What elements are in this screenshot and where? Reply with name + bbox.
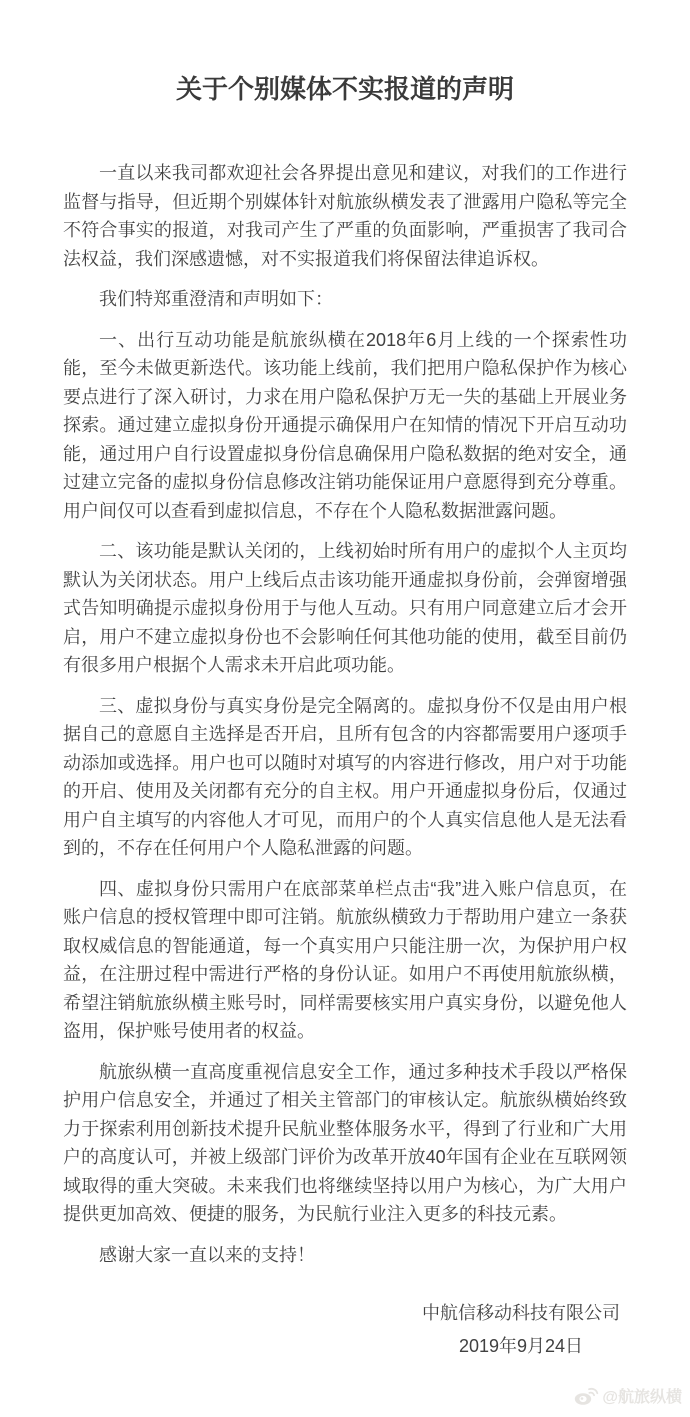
paragraph-conclusion: 航旅纵横一直高度重视信息安全工作，通过多种技术手段以严格保护用户信息安全，并通过了相关主管部门的审核认定。航旅纵横始终致力于探索利用创新技术提升民航业整体服务水平，得到了行业和广大用户的高度认可，并被上级部门评价为改革开放40年国有企业在互联网领域取得的重大突破。未来我们也将继续坚持以用户为核心，为广大用户提供更加高效、便捷的服务，为民航行业注入更多的科技元素。 [63,1061,627,1224]
weibo-icon [573,1386,599,1406]
paragraph-lead-in: 我们特郑重澄清和声明如下： [99,289,333,309]
paragraph-thanks: 感谢大家一直以来的支持！ [99,1244,315,1265]
signature-block [422,1297,620,1363]
paragraph-point-3: 三、虚拟身份与真实身份是完全隔离的。虚拟身份不仅是由用户根据自己的意愿自主选择是否开启，且所有包含的内容都需要用户逐项手动添加或选择。用户也可以随时对填写的内容进行修改，用户对于功能的开启、使用及关闭都有充分的自主权。用户开通虚拟身份后，仅通过用户自主填写的内容他人才可见，而用户的个人真实信息他人是无法看到的，不存在任何用户个人隐私泄露的问题。 [63,695,627,858]
signature-company: 中航信移动科技有限公司 [422,1303,620,1323]
paragraph-point-1: 一、出行互动功能是航旅纵横在2018年6月上线的一个探索性功能，至今未做更新迭代。该功能上线前，我们把用户隐私保护作为核心要点进行了深入研讨，力求在用户隐私保护万无一失的基础上开展业务探索。通过建立虚拟身份开通提示确保用户在知情的情况下开启互动功能，通过用户自行设置虚拟身份信息确保用户隐私数据的绝对安全，通过建立完备的虚拟身份信息修改注销功能保证用户意愿得到充分尊重。用户间仅可以查看到虚拟信息，不存在个人隐私数据泄露问题。 [63,329,627,521]
page-title: 关于个别媒体不实报道的声明 [175,74,514,104]
signature-date: 2019年9月24日 [458,1336,584,1356]
paragraph-point-2: 二、该功能是默认关闭的，上线初始时所有用户的虚拟个人主页均默认为关闭状态。用户上线后点击该功能开通虚拟身份前，会弹窗增强式告知明确提示虚拟身份用于与他人互动。只有用户同意建立后才会开启，用户不建立虚拟身份也不会影响任何其他功能的使用，截至目前仍有很多用户根据个人需求未开启此项功能。 [63,541,627,675]
watermark-text: @航旅纵横 [602,1389,682,1406]
paragraph-intro: 一直以来我司都欢迎社会各界提出意见和建议，对我们的工作进行监督与指导，但近期个别媒体针对航旅纵横发表了泄露用户隐私等完全不符合事实的报道，对我司产生了严重的负面影响，严重损害了我司合法权益，我们深感遗憾，对不实报道我们将保留法律追诉权。 [63,163,627,269]
weibo-watermark [573,1384,682,1407]
statement-body [63,159,627,1269]
paragraph-point-4: 四、虚拟身份只需用户在底部菜单栏点击“我”进入账户信息页，在账户信息的授权管理中即可注销。航旅纵横致力于帮助用户建立一条获取权威信息的智能通道，每一个真实用户只能注册一次，为保护用户权益，在注册过程中需进行严格的身份认证。如用户不再使用航旅纵横，希望注销航旅纵横主账号时，同样需要核实用户真实身份，以避免他人盗用，保护账号使用者的权益。 [63,878,627,1041]
